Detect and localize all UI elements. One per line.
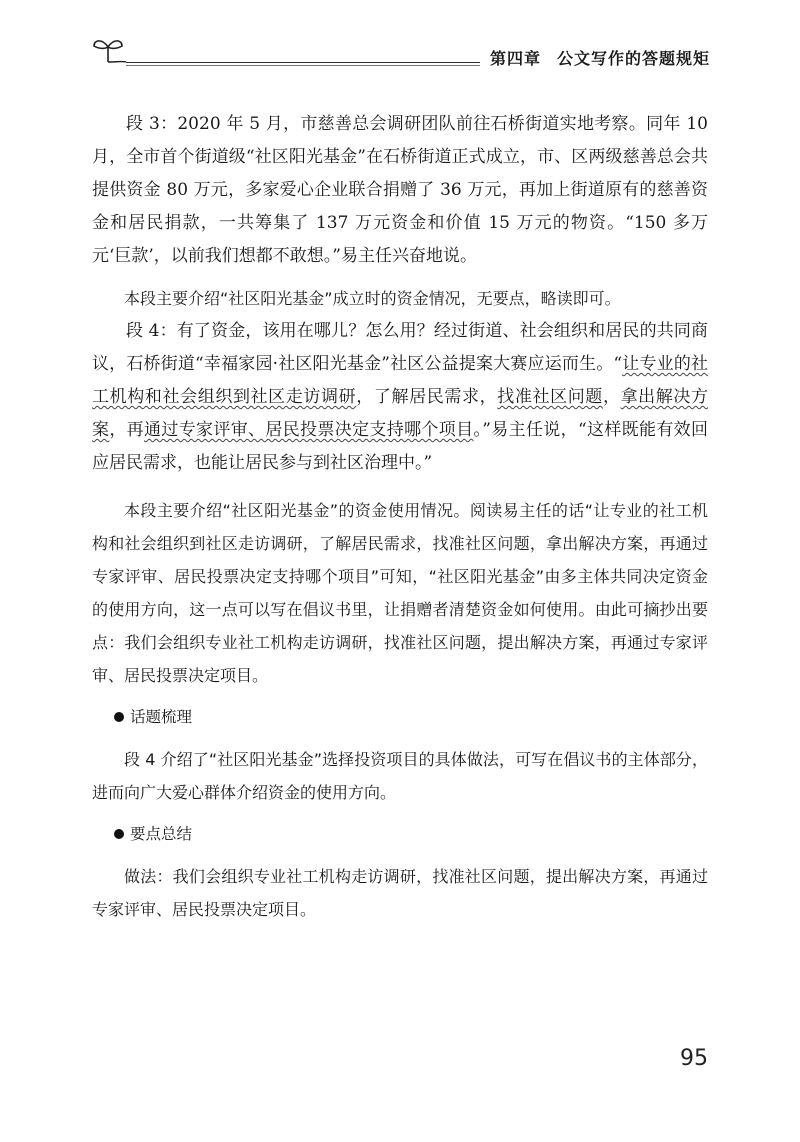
analysis-section-3: 本段主要介绍“社区阳光基金”成立时的资金情况，无要点，略读即可。 (124, 289, 621, 308)
chapter-heading (490, 46, 710, 69)
header-rule (126, 62, 480, 63)
underlined-phrase: 让专业的社工机构和社会组织到社区走访调研 (92, 354, 709, 407)
chapter-title: 公文写作的答题规矩 (556, 49, 710, 68)
bullet-icon (114, 829, 124, 839)
underlined-phrase: 通过专家评审、居民投票决定支持哪个项目 (144, 420, 474, 440)
bullet-heading: 要点总结 (92, 818, 708, 851)
bullet-heading: 话题梳理 (92, 701, 708, 734)
underlined-phrase: 拿出解决方案 (92, 387, 709, 440)
header-rule-thin (126, 65, 480, 66)
paragraph-section-4: 段 4：有了资金，该用在哪儿？怎么用？经过街道、社会组织和居民的共同商议，石桥街道“幸福家园·社区阳光基金”社区公益提案大赛应运而生。“让专业的社工机构和社会组织到社区走访调研，了解居民需求，找准社区问题，拿出解决方案，再通过专家评审、居民投票决定支持哪个项目。”易主任说，“这样既能有效回应居民需求，也能让居民参与到社区治理中。” (92, 321, 709, 473)
chapter-number: 第四章 (489, 49, 541, 68)
topic-summary: 段 4 介绍了“社区阳光基金”选择投资项目的具体做法，可写在倡议书的主体部分，进而向广大爱心群体介绍资金的使用方向。 (92, 750, 708, 802)
key-points-summary: 做法：我们会组织专业社工机构走访调研，找准社区问题，提出解决方案，再通过专家评审、居民投票决定项目。 (92, 867, 708, 919)
underlined-phrase: 找准社区问题 (497, 387, 603, 407)
page-number: 95 (680, 1046, 708, 1071)
analysis-section-4: 本段主要介绍“社区阳光基金”的资金使用情况。阅读易主任的话“让专业的社工机构和社会组织到社区走访调研，了解居民需求，找准社区问题，拿出解决方案，再通过专家评审、居民投票决定支持哪个项目”可知，“社区阳光基金”由多主体共同决定资金的使用方向，这一点可以写在倡议书里，让捐赠者清楚资金如何使用。由此可摘抄出要点：我们会组织专业社工机构走访调研，找准社区问题，提出解决方案，再通过专家评审、居民投票决定项目。 (92, 501, 708, 685)
sprout-icon (92, 34, 126, 64)
page-header (92, 34, 710, 74)
bullet-icon (114, 712, 124, 722)
page-body (92, 108, 708, 926)
paragraph-section-3: 段 3：2020 年 5 月，市慈善总会调研团队前往石桥街道实地考察。同年 10 月，全市首个街道级“社区阳光基金”在石桥街道正式成立，市、区两级慈善总会共提供资金 80 万元，多家爱心企业联合捐赠了 36 万元，再加上街道原有的慈善资金和居民捐款，一共筹集了 137 万元资金和价值 15 万元的物资。“150 多万元‘巨款’，以前我们想都不敢想。”易主任兴奋地说。 (92, 114, 708, 266)
